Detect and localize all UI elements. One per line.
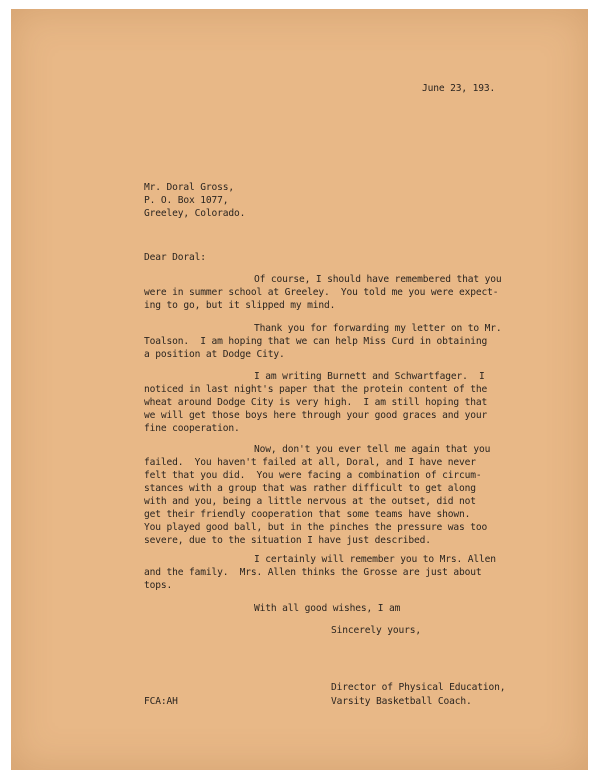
paragraph-line: we will get those boys here through your good graces and your (144, 410, 488, 421)
paragraph-line: with and you, being a little nervous at the outset, did not (144, 496, 476, 507)
closing-line: With all good wishes, I am (254, 603, 401, 614)
paragraph-line: wheat around Dodge City is very high. I am still hoping that (144, 397, 488, 408)
salutation: Dear Doral: (144, 252, 206, 263)
paragraph-line: severe, due to the situation I have just described. (144, 535, 431, 546)
paragraph-line: You played good ball, but in the pinches the pressure was too (144, 522, 488, 533)
paragraph-line: Thank you for forwarding my letter on to Mr. (254, 323, 502, 334)
paragraph-line: felt that you did. You were facing a combination of circum- (144, 470, 482, 481)
body-paragraph-1 (144, 273, 502, 312)
paragraph-line: Of course, I should have remembered that you (254, 274, 502, 285)
signature-title-1: Director of Physical Education, (331, 682, 506, 693)
complimentary-close: Sincerely yours, (331, 625, 422, 636)
paragraph-line: fine cooperation. (144, 423, 240, 434)
signature-title-2: Varsity Basketball Coach. (331, 696, 472, 707)
paragraph-line: I am writing Burnett and Schwartfager. I (254, 371, 485, 382)
body-paragraph-2 (144, 322, 502, 361)
letter-date: June 23, 193. (422, 83, 496, 94)
paragraph-line: get their friendly cooperation that some teams have shown. (144, 509, 471, 520)
body-paragraph-3 (144, 370, 487, 435)
paragraph-line: tops. (144, 580, 173, 591)
paragraph-line: and the family. Mrs. Allen thinks the Grosse are just about (144, 567, 482, 578)
paragraph-line: failed. You haven't failed at all, Doral, and I have never (144, 457, 476, 468)
body-paragraph-4 (144, 443, 490, 547)
letter-page (11, 9, 588, 770)
recipient-name: Mr. Doral Gross, (144, 182, 235, 193)
paragraph-line: a position at Dodge City. (144, 349, 285, 360)
body-paragraph-5 (144, 553, 496, 592)
paragraph-line: ing to go, but it slipped my mind. (144, 300, 336, 311)
reference-initials: FCA:AH (144, 696, 178, 707)
recipient-address-line1: P. O. Box 1077, (144, 195, 229, 206)
paragraph-line: noticed in last night's paper that the protein content of the (144, 384, 488, 395)
paragraph-line: Now, don't you ever tell me again that you (254, 444, 491, 455)
paragraph-line: Toalson. I am hoping that we can help Miss Curd in obtaining (144, 336, 488, 347)
paragraph-line: were in summer school at Greeley. You told me you were expect- (144, 287, 499, 298)
paragraph-line: I certainly will remember you to Mrs. Allen (254, 554, 496, 565)
recipient-address-line2: Greeley, Colorado. (144, 208, 246, 219)
paragraph-line: stances with a group that was rather difficult to get along (144, 483, 476, 494)
